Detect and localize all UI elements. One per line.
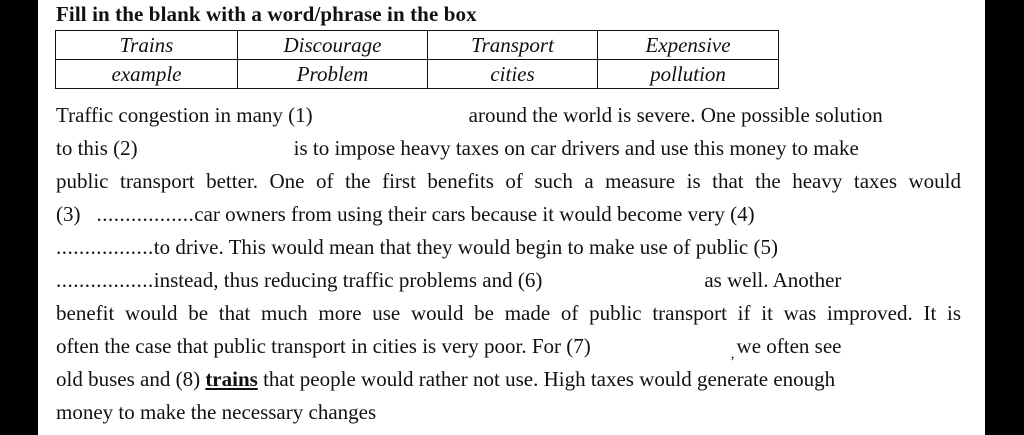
word-box-table (55, 30, 779, 89)
passage-line (56, 297, 961, 330)
passage-line (56, 198, 961, 231)
word-box-row (56, 31, 779, 60)
passage-line (56, 396, 961, 429)
worksheet-page (38, 0, 985, 435)
passage-text: around the world is severe. One possible solution (468, 103, 883, 127)
passage-line (56, 363, 961, 396)
comma-mark: , (730, 346, 735, 362)
word-box-cell: example (56, 60, 238, 89)
passage-text: is to impose heavy taxes on car drivers and use this money to make (293, 136, 859, 160)
passage-text: instead, thus reducing traffic problems and (6) (153, 268, 543, 292)
passage-line (56, 165, 961, 198)
filled-answer-8: trains (205, 367, 258, 391)
instruction-title: Fill in the blank with a word/phrase in the box (56, 2, 477, 26)
passage-text: benefit would be that much more use would be made of public transport if it was improved. It is (56, 301, 961, 325)
passage-text: money to make the necessary changes (56, 400, 377, 424)
passage-line (56, 99, 961, 132)
word-box-cell: Problem (238, 60, 428, 89)
word-box-row (56, 60, 779, 89)
passage (56, 99, 961, 429)
passage-line (56, 132, 961, 165)
passage-text: Traffic congestion in many (1) (56, 103, 313, 127)
passage-text: we often see (736, 334, 842, 358)
word-box-cell: Trains (56, 31, 238, 60)
word-box-cell: cities (428, 60, 598, 89)
passage-text: that people would rather not use. High taxes would generate enough (263, 367, 836, 391)
passage-text: car owners from using their cars because it would become very (4) (194, 202, 755, 226)
blank-5-dots: ................. (56, 268, 154, 292)
passage-line (56, 330, 961, 363)
blank-3-dots: ................. (96, 202, 195, 226)
word-box-cell: pollution (598, 60, 779, 89)
passage-text: often the case that public transport in cities is very poor. For (7) (56, 334, 591, 358)
passage-line (56, 231, 961, 264)
passage-text: as well. Another (704, 268, 842, 292)
word-box-cell: Transport (428, 31, 598, 60)
passage-text: public transport better. One of the first benefits of such a measure is that the heavy taxes would (56, 169, 961, 193)
passage-text: (3) (56, 202, 81, 226)
passage-text: to this (2) (56, 136, 138, 160)
word-box-cell: Expensive (598, 31, 779, 60)
passage-text: to drive. This would mean that they would begin to make use of public (5) (153, 235, 778, 259)
word-box-cell: Discourage (238, 31, 428, 60)
blank-4-dots: ................. (56, 235, 154, 259)
passage-text: old buses and (8) (56, 367, 201, 391)
passage-line (56, 264, 961, 297)
